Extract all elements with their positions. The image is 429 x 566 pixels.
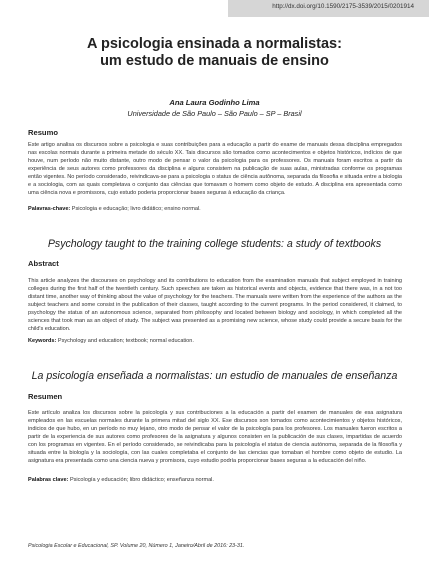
article-title	[0, 36, 429, 70]
resumo-heading: Resumo	[28, 128, 58, 137]
resumo-text: Este artigo analisa os discursos sobre a psicologia e suas contribuições para a educação a partir do exame de manuais dessa disciplina empregados nas escolas normais durante a primeira metade do século XX. Tais discursos são tomados como acontecimentos e objetos históricos, indícios de que houve, num período não muito distante, outro modo de pensar o valor da psicologia para os professores. Os manuais foram escritos a partir da experiência de seus autores como professores da disciplina e alguns consistem na publicação de suas aulas, ministradas conforme os programas então vigentes. No período considerado, reivindicava-se para a psicologia o status de ciência autônoma, separada da filosofia e situada entre a biologia e a sociologia, com as quais completava o conjunto das ciências que tomavam o homem como objeto de estudo. A disciplina era apresentada como uma ciência nova e promissora, cujo estudo poderia proporcionar bases seguras à educação da criança.	[28, 142, 402, 196]
palavras-chave-label: Palavras-chave:	[28, 206, 71, 212]
doi-banner	[228, 0, 429, 17]
english-title: Psychology taught to the training college students: a study of textbooks	[47, 238, 382, 250]
palabras-clave	[28, 476, 402, 484]
keywords-values: Psychology and education; textbook; normal education.	[56, 338, 194, 344]
spanish-title: La psicología enseñada a normalistas: un estudio de manuales de enseñanza	[31, 370, 398, 382]
doi-link[interactable]: http://dx.doi.org/10.1590/2175-3539/2015/0201914	[272, 3, 414, 10]
author-name: Ana Laura Godinho Lima	[169, 98, 260, 107]
title-line-2: um estudo de manuais de ensino	[100, 53, 329, 69]
journal-footer: Psicologia Escolar e Educacional, SP. Volume 20, Número 1, Janeiro/Abril de 2016: 23-31.	[28, 543, 245, 549]
title-line-1: A psicologia ensinada a normalistas:	[87, 36, 342, 52]
keywords	[28, 337, 402, 345]
resumen-heading: Resumen	[28, 392, 63, 401]
keywords-label: Keywords:	[28, 338, 57, 344]
abstract-text: This article analyzes the discourses on psychology and its contributions to education from the examination manuals that subject employed in training colleges during the first half of the twentieth century. Such speeches are taken as historical events and objects, evidence that there was, in a not too distant time, another way of thinking about the value of psychology for the teachers. The manuals were written from the experience of the authors as the subject teachers and some consist in the publication of their classes, taught according to the current programs. In the period considered, it claimed, to psychology the status of an autonomous science, separated from philosophy and located between biology and sociology, in which completed all the sciences that took man as an object of study. The subject was presented as a promising new science, whose study could provide a secure basis for the child's education.	[28, 278, 402, 332]
palabras-clave-values: Psicología y educación; libro didáctico; enseñanza normal.	[68, 477, 214, 483]
author-affiliation: Universidade de São Paulo – São Paulo – SP – Brasil	[127, 109, 302, 118]
palabras-clave-label: Palabras clave:	[28, 477, 69, 483]
palavras-chave	[28, 205, 402, 213]
resumen-text: Este artículo analiza los discursos sobre la psicología y sus contribuciones a la educación a partir del examen de manuales de esa asignatura empleados en las escuelas normales durante la primera mitad del siglo XX. Ese discursos son tomados como acontecimientos y objetos históricos, indicios de que hubo, en un período no muy lejano, otro modo de pensar el valor de la psicología para los profesores. Los manuales fueron escritos a partir de la experiencia de sus autores como profesores de la asignatura y algunos consisten en la publicación de sus clases, impartidas de acuerdo con los programas en vigentes. En el período considerado, se reivindicaba para la psicología el status de ciencia autónoma, separada de la filosofía y situada entre la biología y la sociología, con las cuales completaba el conjunto de las ciencias que tomaban el hombre como objeto de estudio. La asignatura era presentada como una ciencia nueva y promisora, cuyo estudio podría proporcionar bases seguras a la educación del niño.	[28, 410, 402, 464]
abstract-heading: Abstract	[28, 259, 59, 268]
palavras-chave-values: Psicologia e educação; livro didático; ensino normal.	[70, 206, 201, 212]
